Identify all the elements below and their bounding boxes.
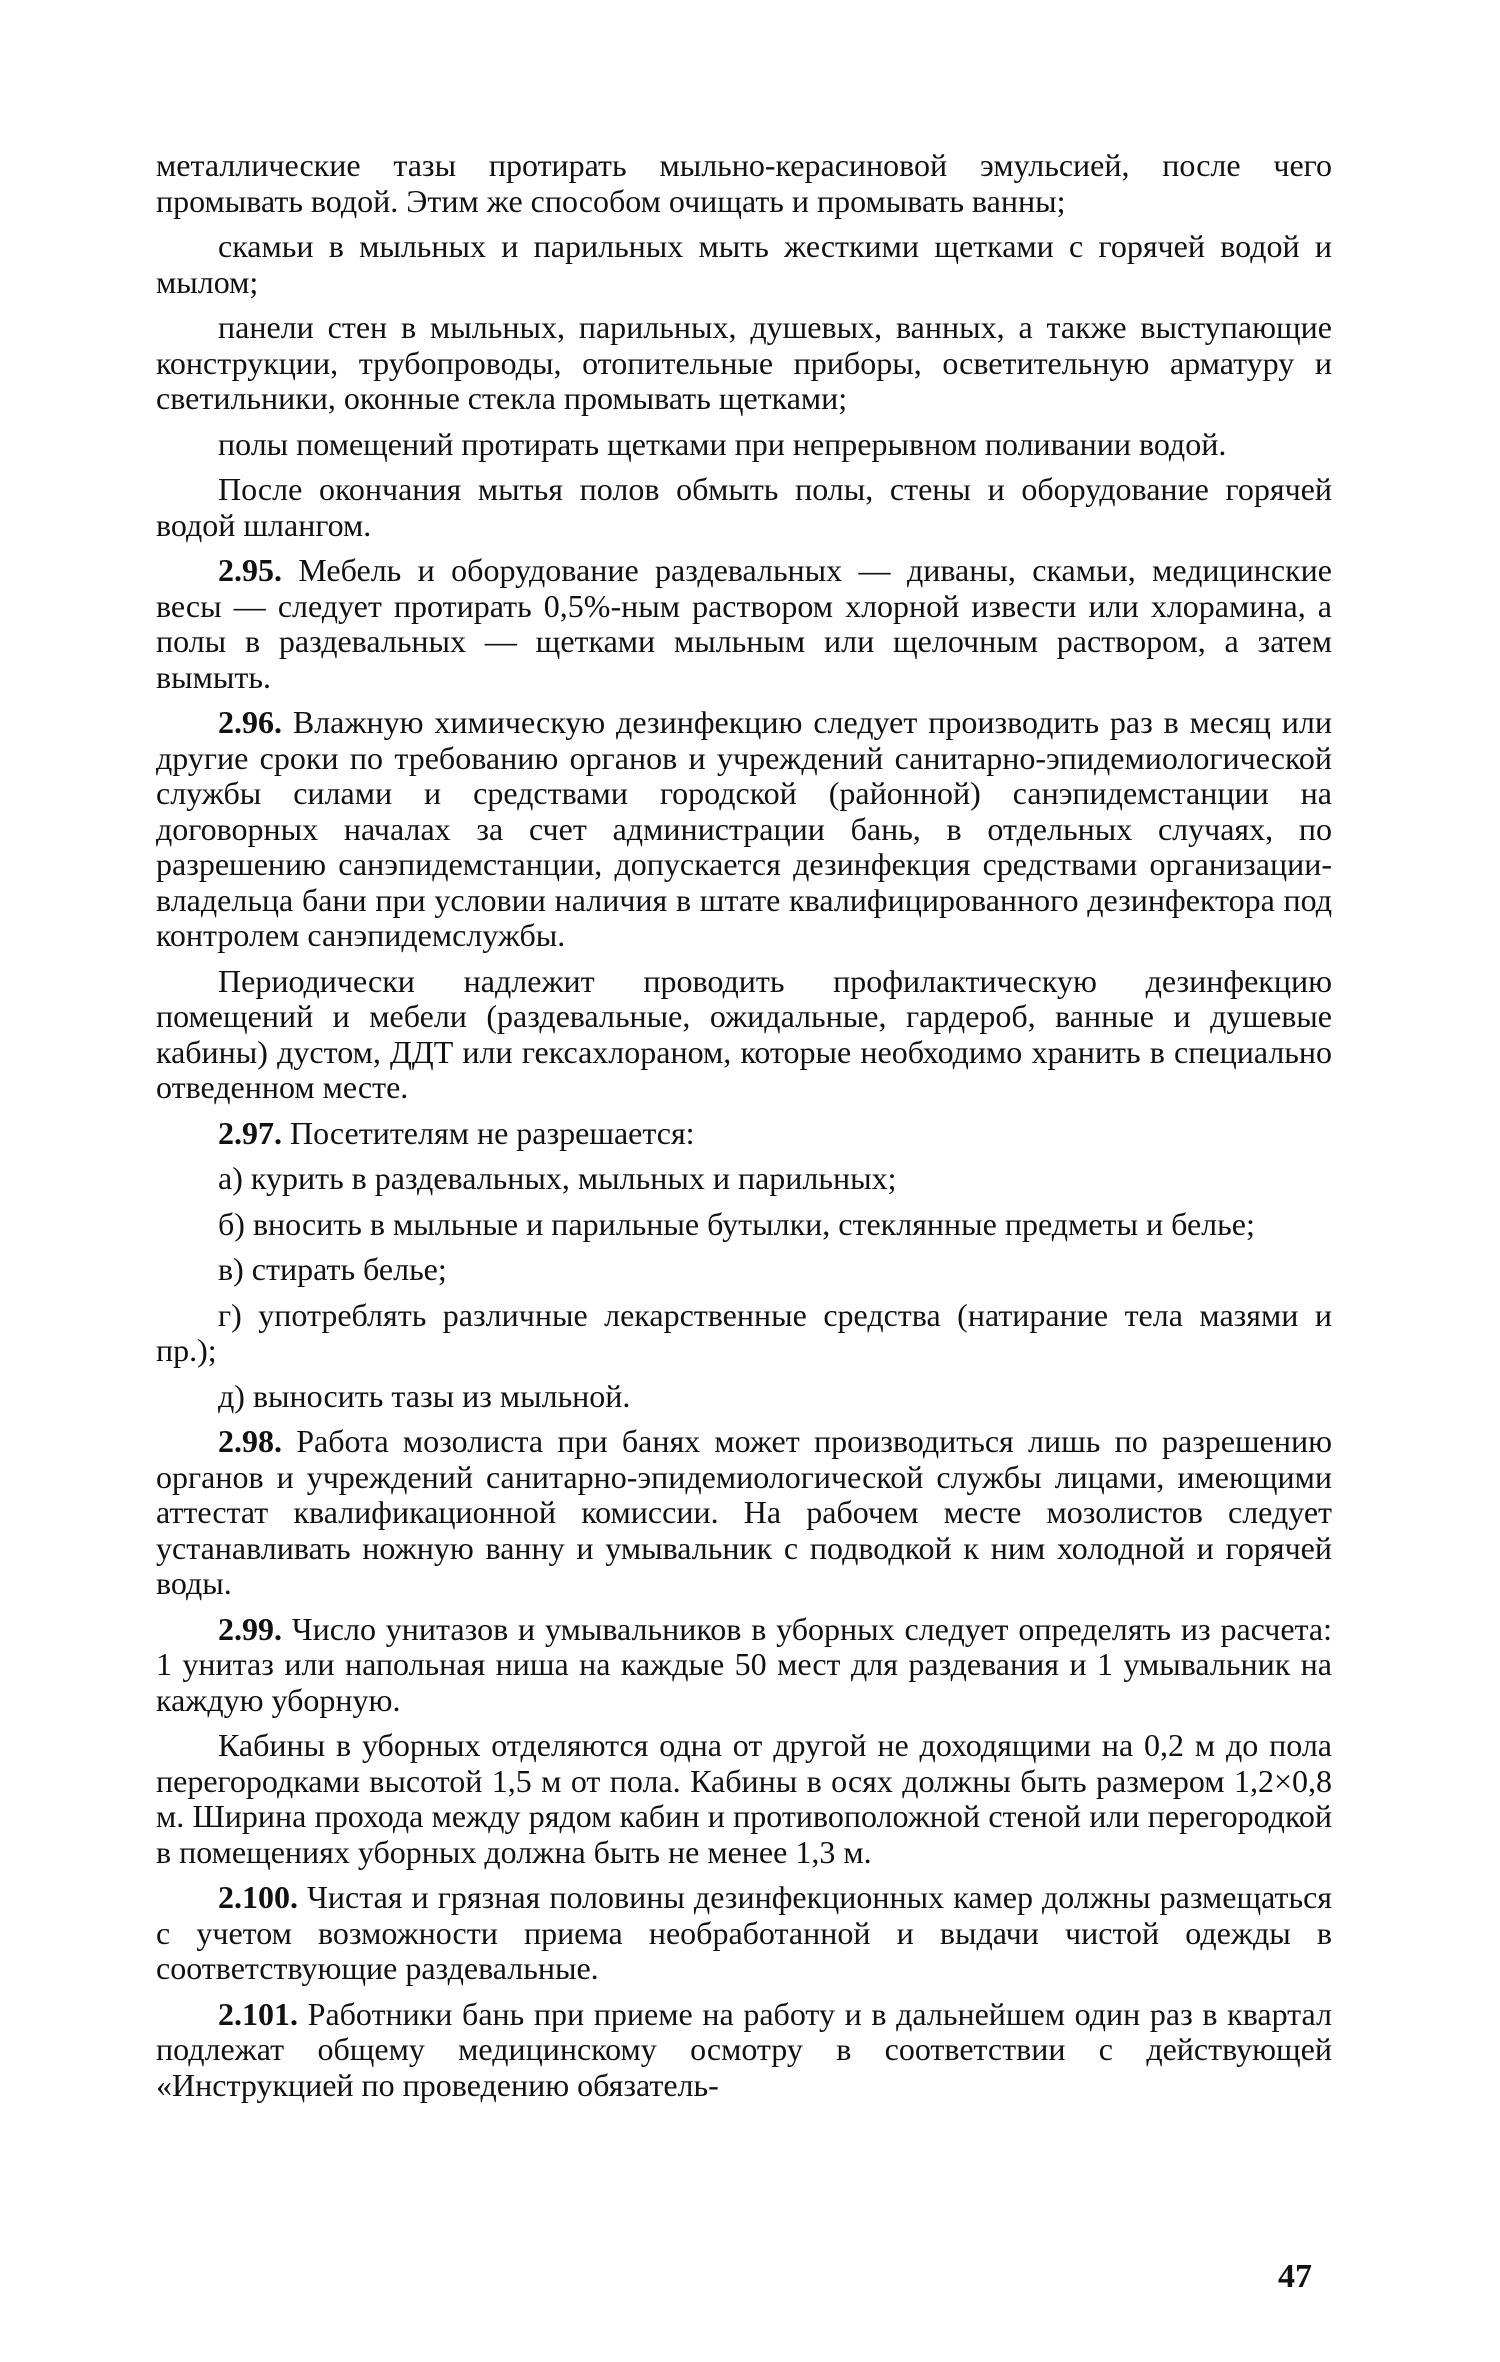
paragraph-text: Посетителям не разрешается: <box>282 1114 695 1151</box>
paragraph-text: а) курить в раздевальных, мыльных и парильных; <box>218 1160 897 1196</box>
paragraph-text: в) стирать белье; <box>218 1251 447 1287</box>
paragraph-text: Работа мозолиста при банях может производиться лишь по разрешению органов и учреждений санитарно-эпидемиологической службы лицами, имеющими аттестат квалификационной комиссии. На рабочем месте мозолистов следует устанавливать ножную ванну и умывальник с подводкой к ним холодной и горячей воды. <box>156 1423 1332 1601</box>
section-number: 2.100. <box>218 1879 298 1915</box>
paragraph-text: Чистая и грязная половины дезинфекционных камер должны размещаться с учетом возможности приема необработанной и выдачи чистой одежды в соответствующие раздевальные. <box>156 1879 1332 1986</box>
section-number: 2.96. <box>218 704 282 740</box>
paragraph-text: полы помещений протирать щетками при непрерывном поливании водой. <box>218 425 1227 462</box>
paragraph-text: После окончания мытья полов обмыть полы, стены и оборудование горячей водой шлангом. <box>156 471 1332 543</box>
list-item <box>156 1161 1332 1197</box>
paragraph <box>156 553 1332 695</box>
list-item <box>156 1379 1332 1415</box>
paragraph <box>156 705 1332 954</box>
paragraph-text: Число унитазов и умывальников в уборных следует определять из расчета: 1 унитаз или напольная ниша на каждые 50 мест для раздевания и 1 умывальник на каждую уборную. <box>156 1610 1332 1718</box>
paragraph-text: г) употреблять различные лекарственные средства (натирание тела мазями и пр.); <box>156 1296 1332 1368</box>
section-number: 2.97. <box>218 1114 282 1151</box>
paragraph <box>156 1612 1332 1719</box>
paragraph <box>156 310 1332 417</box>
list-item <box>156 1207 1332 1243</box>
paragraph <box>156 229 1332 300</box>
paragraph-text: д) выносить тазы из мыльной. <box>218 1377 631 1414</box>
paragraph-text: Кабины в уборных отделяются одна от другой не доходящими на 0,2 м до пола перегородками высотой 1,5 м от пола. Кабины в осях должны быть размером 1,2×0,8 м. Ширина прохода между рядом кабин и противоположной стеной или перегородкой в помещениях уборных должна быть не менее 1,3 м. <box>156 1727 1332 1870</box>
paragraph <box>156 1424 1332 1602</box>
paragraph <box>156 964 1332 1106</box>
paragraph <box>156 1728 1332 1870</box>
section-number: 2.98. <box>218 1423 282 1459</box>
paragraph <box>156 1880 1332 1987</box>
paragraph <box>156 472 1332 543</box>
paragraph <box>156 1116 1332 1152</box>
page-body <box>156 148 1332 2113</box>
paragraph-text: панели стен в мыльных, парильных, душевых, ванных, а также выступающие конструкции, трубопроводы, отопительные приборы, осветительную арматуру и светильники, оконные стекла промывать щетками; <box>156 309 1332 416</box>
list-item <box>156 1298 1332 1369</box>
paragraph-text: скамьи в мыльных и парильных мыть жесткими щетками с горячей водой и мылом; <box>156 228 1332 300</box>
paragraph-text: б) вносить в мыльные и парильные бутылки, стеклянные предметы и белье; <box>218 1205 1255 1242</box>
paragraph-text: металлические тазы протирать мыльно-керасиновой эмульсией, после чего промывать водой. Этим же способом очищать и промывать ванны; <box>156 147 1332 219</box>
list-item <box>156 1252 1332 1288</box>
paragraph <box>156 427 1332 463</box>
page-number: 47 <box>1278 2258 1312 2295</box>
section-number: 2.95. <box>218 552 282 588</box>
section-number: 2.101. <box>218 1995 298 2032</box>
paragraph <box>156 148 1332 219</box>
paragraph-text: Периодически надлежит проводить профилактическую дезинфекцию помещений и мебели (раздевальные, ожидальные, гардероб, ванные и душевые кабины) дустом, ДДТ или гексахлораном, которые необходимо хранить в специально отведенном месте. <box>156 962 1332 1105</box>
paragraph <box>156 1997 1332 2104</box>
paragraph-text: Работники бань при приеме на работу и в дальнейшем один раз в квартал подлежат общему медицинскому осмотру в соответствии с действующей «Инструкцией по проведению обязатель- <box>156 1995 1332 2103</box>
section-number: 2.99. <box>218 1610 282 1647</box>
paragraph-text: Мебель и оборудование раздевальных — диваны, скамьи, медицинские весы — следует протирать 0,5%-ным раствором хлорной извести или хлорамина, а полы в раздевальных — щетками мыльным или щелочным раствором, а затем вымыть. <box>156 552 1332 695</box>
paragraph-text: Влажную химическую дезинфекцию следует производить раз в месяц или другие сроки по требованию органов и учреждений санитарно-эпидемиологической службы силами и средствами городской (районной) санэпидемстанции на договорных началах за счет администрации бань, в отдельных случаях, по разрешению санэпидемстанции, допускается дезинфекция средствами организации-владельца бани при условии наличия в штате квалифицированного дезинфектора под контролем санэпидемслужбы. <box>156 704 1332 953</box>
